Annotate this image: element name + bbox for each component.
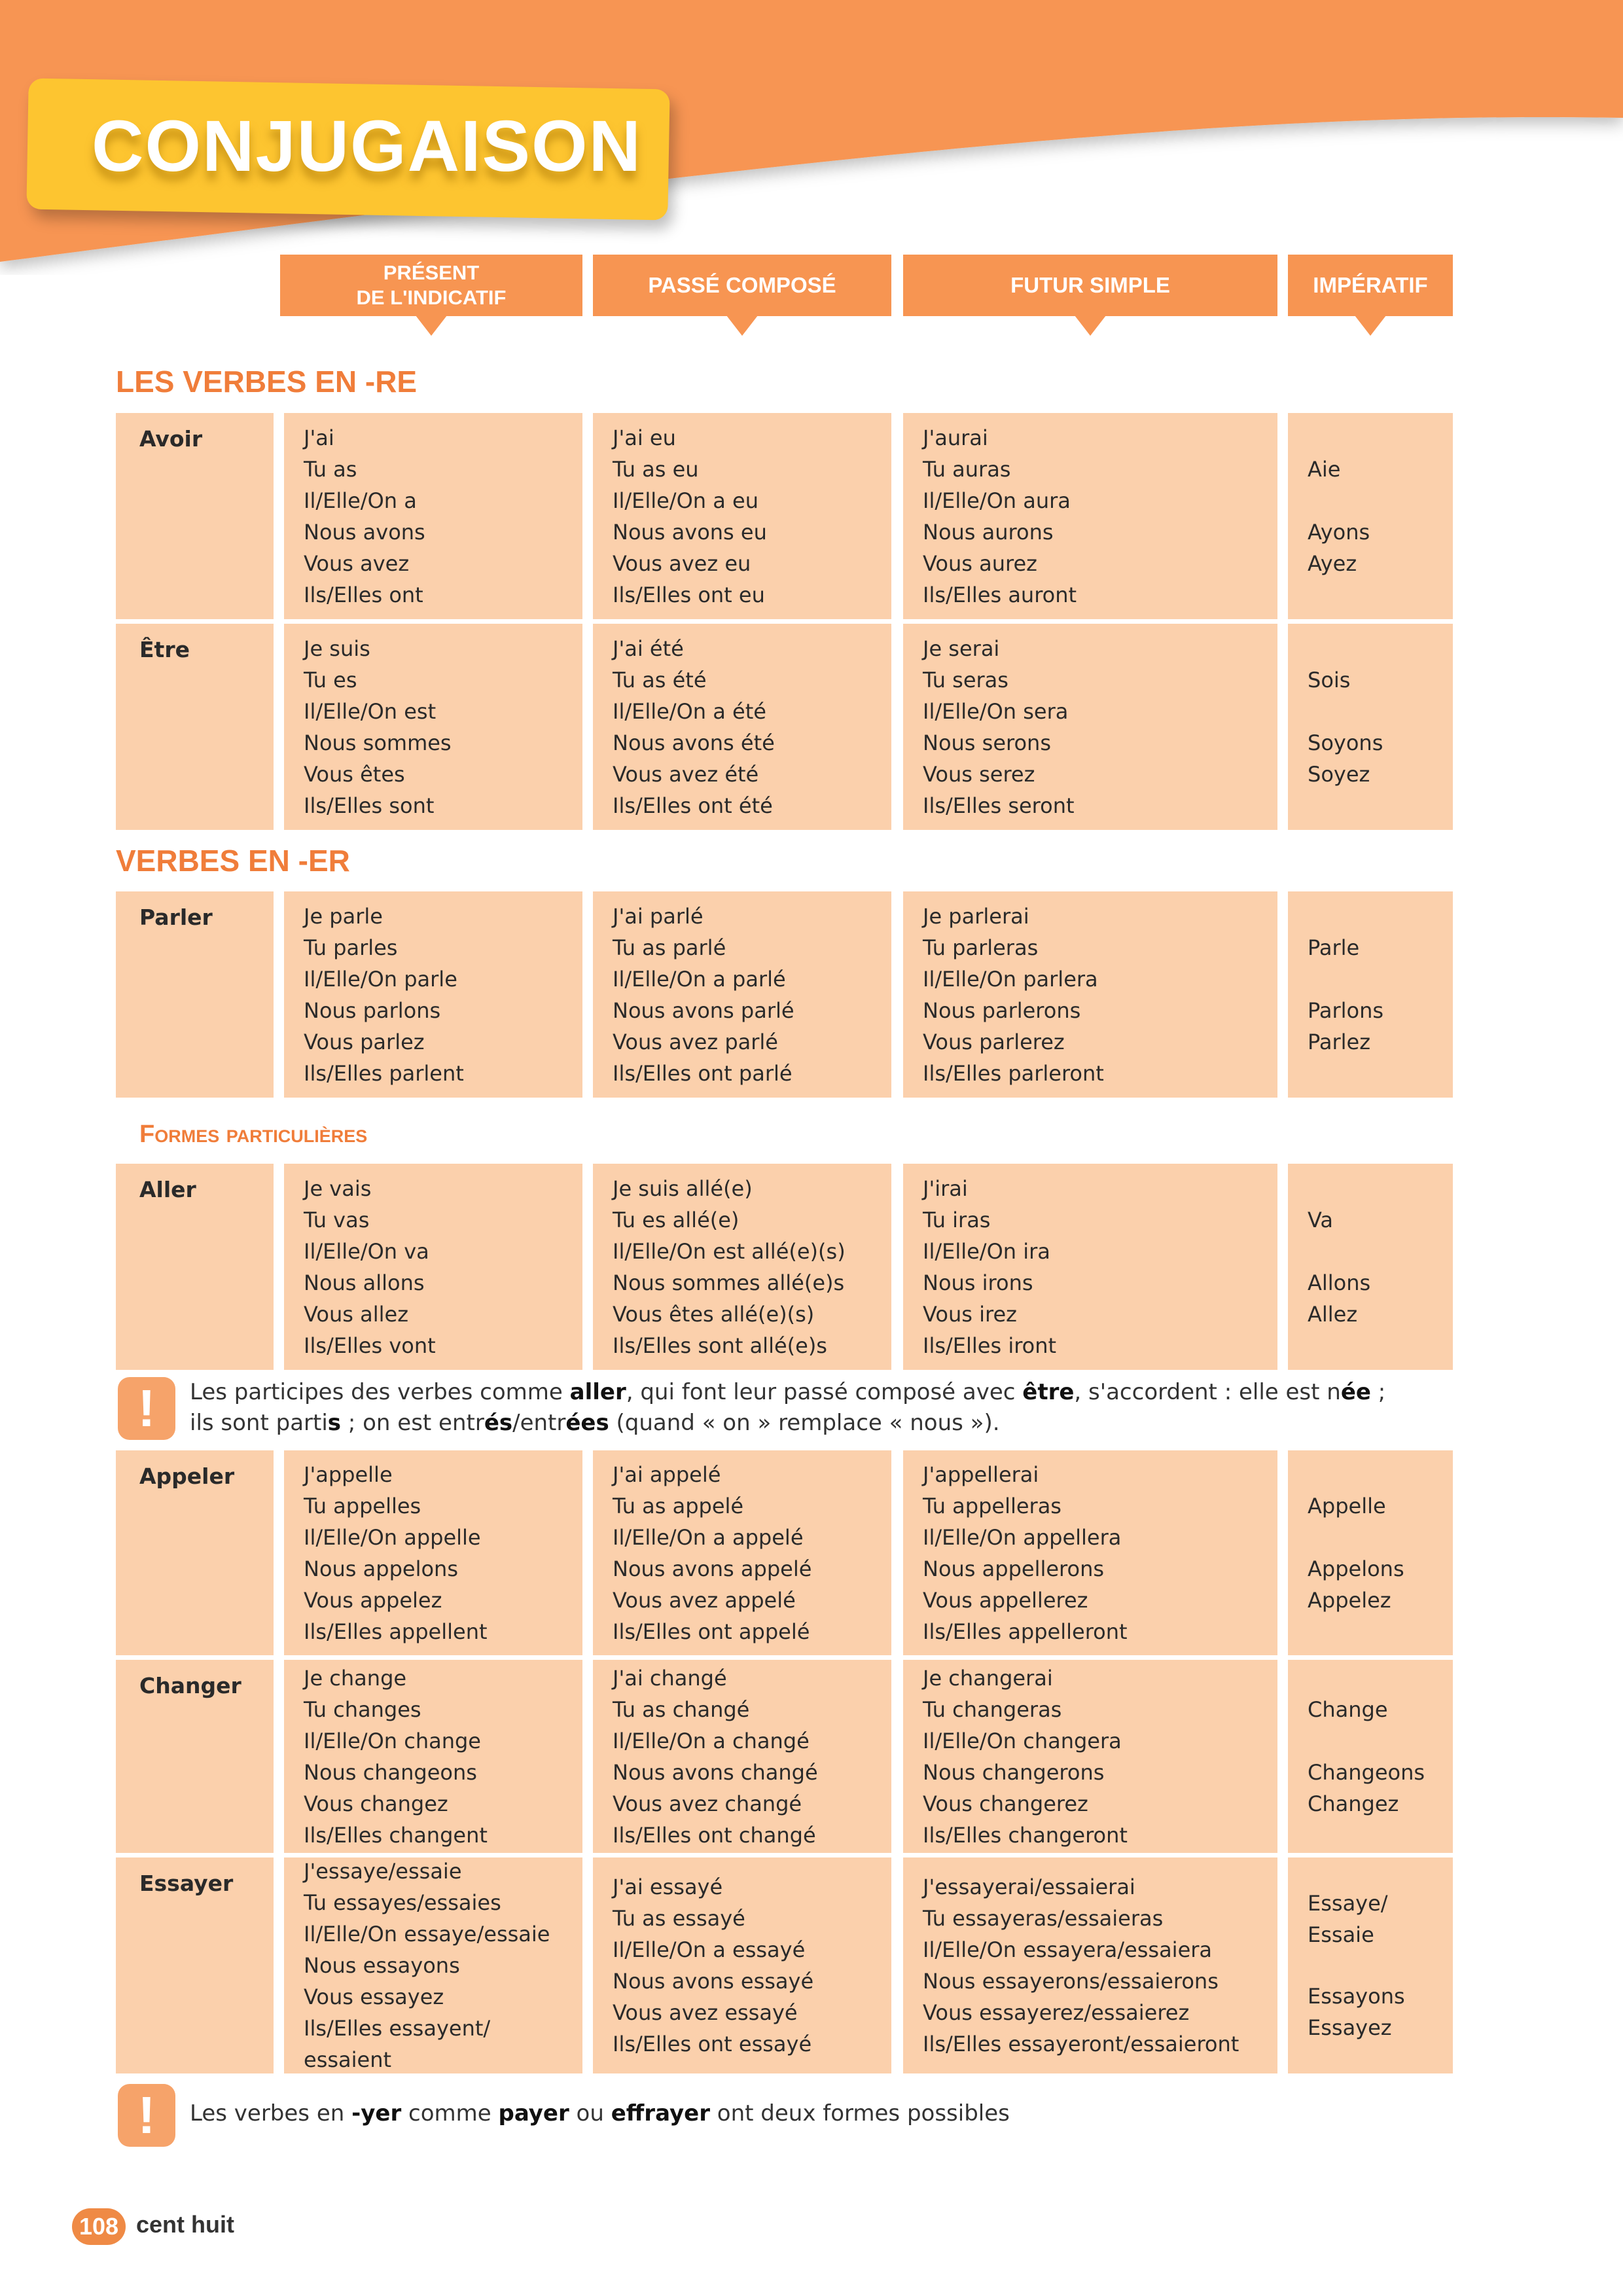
conjugation-line: J'ai appelé xyxy=(613,1462,721,1487)
conjugation-line: Appelons xyxy=(1308,1556,1404,1581)
conjugation-line: Il/Elle/On a xyxy=(304,488,417,513)
note-line: Les verbes en -yer comme payer ou effrayer ont deux formes possibles xyxy=(190,2100,1010,2126)
conjugation-line xyxy=(1308,1236,1453,1267)
conjugation-line: Nous avons essayé xyxy=(613,1969,814,1994)
conjugation-line: Ils/Elles vont xyxy=(304,1333,436,1358)
conjugation-futur xyxy=(903,1450,1277,1655)
conjugation-line: J'ai parlé xyxy=(613,903,704,929)
conjugation-line: Change xyxy=(1308,1696,1388,1722)
page-number: 108 xyxy=(72,2208,126,2245)
conjugation-passe xyxy=(593,413,891,619)
conjugation-line xyxy=(1308,1058,1453,1089)
conjugation-imperatif xyxy=(1288,413,1453,619)
conjugation-line xyxy=(1308,963,1453,995)
conjugation-line: Il/Elle/On changera xyxy=(923,1728,1122,1753)
conjugation-imperatif xyxy=(1288,624,1453,830)
conjugation-line: Il/Elle/On ira xyxy=(923,1238,1050,1264)
conjugation-imperatif xyxy=(1288,1450,1453,1655)
conjugation-line: Nous avons xyxy=(304,519,425,545)
conjugation-line: J'aurai xyxy=(923,425,988,450)
conjugation-line: Nous changerons xyxy=(923,1759,1105,1785)
conjugation-line: Je suis allé(e) xyxy=(613,1175,753,1201)
note-accord xyxy=(190,1377,1385,1439)
verb-name: Avoir xyxy=(116,413,274,619)
conjugation-line: Tu appelles xyxy=(304,1493,421,1518)
conjugation-passe xyxy=(593,1164,891,1370)
conjugation-line: Parle xyxy=(1308,935,1360,960)
conjugation-line: Nous sommes xyxy=(304,730,452,755)
conjugation-present xyxy=(284,413,582,619)
conjugation-line: Ils/Elles ont eu xyxy=(613,582,765,607)
conjugation-line: Ils/Elles appellent xyxy=(304,1619,488,1644)
conjugation-line: Ils/Elles ont été xyxy=(613,793,773,818)
conjugation-passe xyxy=(593,891,891,1098)
conjugation-passe xyxy=(593,1660,891,1853)
conjugation-line: Il/Elle/On a parlé xyxy=(613,966,786,992)
note-line: ils sont partis ; on est entrés/entrées (quand « on » remplace « nous »). xyxy=(190,1410,1000,1436)
conjugation-line xyxy=(1308,1173,1453,1204)
conjugation-line: Tu as été xyxy=(613,667,707,692)
conjugation-line: Il/Elle/On a appelé xyxy=(613,1524,804,1550)
conjugation-line: Essayez xyxy=(1308,2015,1392,2040)
conjugation-line: Vous avez appelé xyxy=(613,1587,796,1613)
conjugation-line: Il/Elle/On va xyxy=(304,1238,429,1264)
conjugation-line: Tu as eu xyxy=(613,456,699,482)
conjugation-line: Vous essayerez/essaierez xyxy=(923,2000,1190,2025)
conjugation-line: Vous avez essayé xyxy=(613,2000,798,2025)
conjugation-line: J'irai xyxy=(923,1175,968,1201)
conjugation-line xyxy=(1308,1857,1453,1888)
conjugation-present xyxy=(284,624,582,830)
verb-name: Parler xyxy=(116,891,274,1098)
conjugation-line: Vous avez changé xyxy=(613,1791,802,1816)
conjugation-line: Vous changerez xyxy=(923,1791,1088,1816)
section-verbes-re: LES VERBES EN -RE xyxy=(116,365,418,399)
conjugation-line: Ils/Elles auront xyxy=(923,582,1077,607)
conjugation-line: Nous parlons xyxy=(304,997,441,1023)
conjugation-line: Nous essayons xyxy=(304,1953,460,1978)
note-line: Les participes des verbes comme aller, qui font leur passé composé avec être, s'accordent : elle est née ; xyxy=(190,1379,1386,1405)
conjugation-line: Vous aurez xyxy=(923,550,1037,576)
conjugation-futur xyxy=(903,624,1277,830)
conjugation-line: Ils/Elles seront xyxy=(923,793,1075,818)
conjugation-present xyxy=(284,1857,582,2073)
conjugation-line: Nous avons eu xyxy=(613,519,767,545)
conjugation-line: Vous avez été xyxy=(613,761,759,787)
conjugation-line: Nous sommes allé(e)s xyxy=(613,1270,845,1295)
conjugation-line: Il/Elle/On a essayé xyxy=(613,1937,806,1962)
conjugation-line: Soyons xyxy=(1308,730,1383,755)
conjugation-line: J'essaye/essaie xyxy=(304,1859,462,1884)
conjugation-line: Vous parlerez xyxy=(923,1029,1065,1054)
conjugation-line: J'ai xyxy=(304,425,334,450)
conjugation-line xyxy=(1308,2043,1453,2073)
conjugation-line: Nous aurons xyxy=(923,519,1054,545)
conjugation-line: Vous irez xyxy=(923,1301,1017,1327)
conjugation-line: Je changerai xyxy=(923,1665,1053,1691)
conjugation-line: Je suis xyxy=(304,636,370,661)
conjugation-line: Nous changeons xyxy=(304,1759,477,1785)
conjugation-line: Je serai xyxy=(923,636,1000,661)
conjugation-line: Il/Elle/On appellera xyxy=(923,1524,1122,1550)
conjugation-line: J'ai été xyxy=(613,636,684,661)
conjugation-line: Vous êtes xyxy=(304,761,405,787)
conjugation-line: Il/Elle/On sera xyxy=(923,698,1069,724)
conjugation-line: Vous parlez xyxy=(304,1029,425,1054)
conjugation-line: essaient xyxy=(304,2047,392,2072)
conjugation-line xyxy=(1308,1725,1453,1757)
conjugation-line: Vous changez xyxy=(304,1791,448,1816)
conjugation-line: Nous irons xyxy=(923,1270,1033,1295)
conjugation-line xyxy=(1308,422,1453,454)
page-title: CONJUGAISON xyxy=(92,106,642,187)
conjugation-line xyxy=(1308,1820,1453,1851)
conjugation-line xyxy=(1308,696,1453,727)
conjugation-line: Tu es allé(e) xyxy=(613,1207,740,1232)
conjugation-line: Il/Elle/On parle xyxy=(304,966,457,992)
conjugation-line: Tu as xyxy=(304,456,357,482)
conjugation-line xyxy=(1308,579,1453,611)
conjugation-imperatif xyxy=(1288,1164,1453,1370)
conjugation-futur xyxy=(903,891,1277,1098)
conjugation-line: Ayons xyxy=(1308,519,1370,545)
col-futur-simple: FUTUR SIMPLE xyxy=(903,255,1277,316)
conjugation-line: Ils/Elles ont essayé xyxy=(613,2032,812,2056)
conjugation-line: Nous avons changé xyxy=(613,1759,818,1785)
conjugation-line: Ayez xyxy=(1308,550,1357,576)
conjugation-line: Il/Elle/On est allé(e)(s) xyxy=(613,1238,846,1264)
conjugation-line: Ils/Elles sont xyxy=(304,793,435,818)
conjugation-present xyxy=(284,1660,582,1853)
verb-name: Changer xyxy=(116,1660,274,1853)
conjugation-line: Nous appelons xyxy=(304,1556,458,1581)
conjugation-line: J'essayerai/essaierai xyxy=(923,1874,1135,1899)
conjugation-futur xyxy=(903,1164,1277,1370)
conjugation-line: Tu auras xyxy=(923,456,1011,482)
conjugation-line: Vous appellerez xyxy=(923,1587,1088,1613)
conjugation-line xyxy=(1308,1459,1453,1490)
conjugation-line: Nous allons xyxy=(304,1270,425,1295)
conjugation-line: Vous allez xyxy=(304,1301,408,1327)
conjugation-line: J'appelle xyxy=(304,1462,393,1487)
conjugation-imperatif xyxy=(1288,1857,1453,2073)
conjugation-line: Sois xyxy=(1308,667,1351,692)
conjugation-line: Ils/Elles sont allé(e)s xyxy=(613,1333,827,1358)
conjugation-passe xyxy=(593,1857,891,2073)
conjugation-line: Allez xyxy=(1308,1301,1358,1327)
conjugation-futur xyxy=(903,413,1277,619)
conjugation-line: Changeons xyxy=(1308,1759,1425,1785)
conjugation-line: Je parle xyxy=(304,903,383,929)
conjugation-line: Tu es xyxy=(304,667,357,692)
conjugation-line: Tu appelleras xyxy=(923,1493,1061,1518)
conjugation-line: Tu as parlé xyxy=(613,935,726,960)
conjugation-line: J'appellerai xyxy=(923,1462,1039,1487)
conjugation-line: Tu essayeras/essaieras xyxy=(923,1906,1164,1931)
conjugation-futur xyxy=(903,1857,1277,2073)
verb-name: Aller xyxy=(116,1164,274,1370)
conjugation-line: Vous appelez xyxy=(304,1587,442,1613)
conjugation-line: Il/Elle/On essayera/essaiera xyxy=(923,1937,1213,1962)
conjugation-line: Essayons xyxy=(1308,1984,1405,2009)
conjugation-line xyxy=(1308,633,1453,664)
conjugation-futur xyxy=(903,1660,1277,1853)
conjugation-line: Va xyxy=(1308,1207,1334,1232)
conjugation-present xyxy=(284,891,582,1098)
conjugation-line: Tu vas xyxy=(304,1207,370,1232)
conjugation-line xyxy=(1308,901,1453,932)
conjugation-line: Tu iras xyxy=(923,1207,991,1232)
conjugation-line: Ils/Elles changeront xyxy=(923,1822,1128,1848)
col-present: PRÉSENT DE L'INDICATIF xyxy=(280,255,582,316)
conjugation-line: Vous essayez xyxy=(304,1984,444,2009)
verb-name: Essayer xyxy=(116,1857,274,2073)
conjugation-line: Ils/Elles ont changé xyxy=(613,1822,816,1848)
conjugation-line: Vous serez xyxy=(923,761,1035,787)
conjugation-line: Parlons xyxy=(1308,997,1384,1023)
conjugation-line: Essaye/ xyxy=(1308,1891,1388,1916)
conjugation-line: Aie xyxy=(1308,456,1341,482)
conjugation-line xyxy=(1308,1522,1453,1553)
conjugation-imperatif xyxy=(1288,891,1453,1098)
conjugation-present xyxy=(284,1450,582,1655)
section-formes-particulieres: Formes particulières xyxy=(139,1121,368,1148)
conjugation-line: Il/Elle/On aura xyxy=(923,488,1071,513)
conjugation-line: Nous avons été xyxy=(613,730,775,755)
conjugation-line: Tu changes xyxy=(304,1696,421,1722)
conjugation-passe xyxy=(593,1450,891,1655)
conjugation-line: Il/Elle/On essaye/essaie xyxy=(304,1922,550,1946)
conjugation-line: Essaie xyxy=(1308,1922,1374,1947)
conjugation-line: Il/Elle/On parlera xyxy=(923,966,1098,992)
conjugation-line: Allons xyxy=(1308,1270,1371,1295)
conjugation-line: Il/Elle/On change xyxy=(304,1728,481,1753)
conjugation-line xyxy=(1308,1330,1453,1361)
conjugation-line: Vous avez eu xyxy=(613,550,751,576)
conjugation-line: Tu as changé xyxy=(613,1696,750,1722)
conjugation-line: Il/Elle/On a changé xyxy=(613,1728,810,1753)
col-imperatif: IMPÉRATIF xyxy=(1288,255,1453,316)
note-yer xyxy=(190,2098,1010,2129)
conjugation-line: Ils/Elles ont parlé xyxy=(613,1060,793,1086)
conjugation-line: Appelle xyxy=(1308,1493,1386,1518)
conjugation-line xyxy=(1308,485,1453,516)
conjugation-line: Je change xyxy=(304,1665,407,1691)
conjugation-line: Nous appellerons xyxy=(923,1556,1105,1581)
conjugation-line: Soyez xyxy=(1308,761,1370,787)
conjugation-line: Appelez xyxy=(1308,1587,1391,1613)
conjugation-line: Tu seras xyxy=(923,667,1008,692)
conjugation-line: Nous avons appelé xyxy=(613,1556,812,1581)
conjugation-line xyxy=(1308,790,1453,821)
conjugation-line: J'ai eu xyxy=(613,425,676,450)
conjugation-line: Nous parlerons xyxy=(923,997,1081,1023)
exclamation-icon: ! xyxy=(118,1377,175,1440)
conjugation-line: Ils/Elles parlent xyxy=(304,1060,464,1086)
conjugation-line: Tu changeras xyxy=(923,1696,1062,1722)
conjugation-line: Nous essayerons/essaierons xyxy=(923,1969,1219,1994)
conjugation-present xyxy=(284,1164,582,1370)
conjugation-line: Tu parles xyxy=(304,935,398,960)
conjugation-line: Ils/Elles ont appelé xyxy=(613,1619,810,1644)
conjugation-line: Il/Elle/On a eu xyxy=(613,488,758,513)
conjugation-line: Nous avons parlé xyxy=(613,997,794,1023)
conjugation-line xyxy=(1308,1950,1453,1981)
conjugation-line xyxy=(1308,1616,1453,1647)
exclamation-icon: ! xyxy=(118,2084,175,2147)
conjugation-line: Parlez xyxy=(1308,1029,1370,1054)
conjugation-line: Tu as essayé xyxy=(613,1906,745,1931)
conjugation-passe xyxy=(593,624,891,830)
conjugation-line: Vous êtes allé(e)(s) xyxy=(613,1301,815,1327)
verb-name: Appeler xyxy=(116,1450,274,1655)
conjugation-line: Vous avez parlé xyxy=(613,1029,778,1054)
conjugation-line: Il/Elle/On a été xyxy=(613,698,766,724)
conjugation-line: Tu as appelé xyxy=(613,1493,744,1518)
conjugation-line: Ils/Elles changent xyxy=(304,1822,488,1848)
page-number-words: cent huit xyxy=(136,2211,234,2238)
conjugation-line: J'ai changé xyxy=(613,1665,727,1691)
conjugation-line: Je parlerai xyxy=(923,903,1029,929)
conjugation-line: Nous serons xyxy=(923,730,1051,755)
conjugation-line: Changez xyxy=(1308,1791,1399,1816)
conjugation-line: Il/Elle/On est xyxy=(304,698,437,724)
conjugation-line: Ils/Elles parleront xyxy=(923,1060,1104,1086)
conjugation-line: Tu essayes/essaies xyxy=(304,1890,501,1915)
conjugation-line: J'ai essayé xyxy=(613,1874,723,1899)
conjugation-line: Ils/Elles essayeront/essaieront xyxy=(923,2032,1240,2056)
conjugation-line: Ils/Elles iront xyxy=(923,1333,1057,1358)
conjugation-line: Tu parleras xyxy=(923,935,1039,960)
col-passe-compose: PASSÉ COMPOSÉ xyxy=(593,255,891,316)
conjugation-line: Vous avez xyxy=(304,550,410,576)
conjugation-line: Ils/Elles appelleront xyxy=(923,1619,1128,1644)
conjugation-line xyxy=(1308,1662,1453,1694)
section-verbes-er: VERBES EN -ER xyxy=(116,844,350,878)
conjugation-line: Je vais xyxy=(304,1175,372,1201)
conjugation-line: Ils/Elles essayent/ xyxy=(304,2016,491,2041)
conjugation-imperatif xyxy=(1288,1660,1453,1853)
verb-name: Être xyxy=(116,624,274,830)
conjugation-line: Il/Elle/On appelle xyxy=(304,1524,481,1550)
conjugation-line: Ils/Elles ont xyxy=(304,582,423,607)
